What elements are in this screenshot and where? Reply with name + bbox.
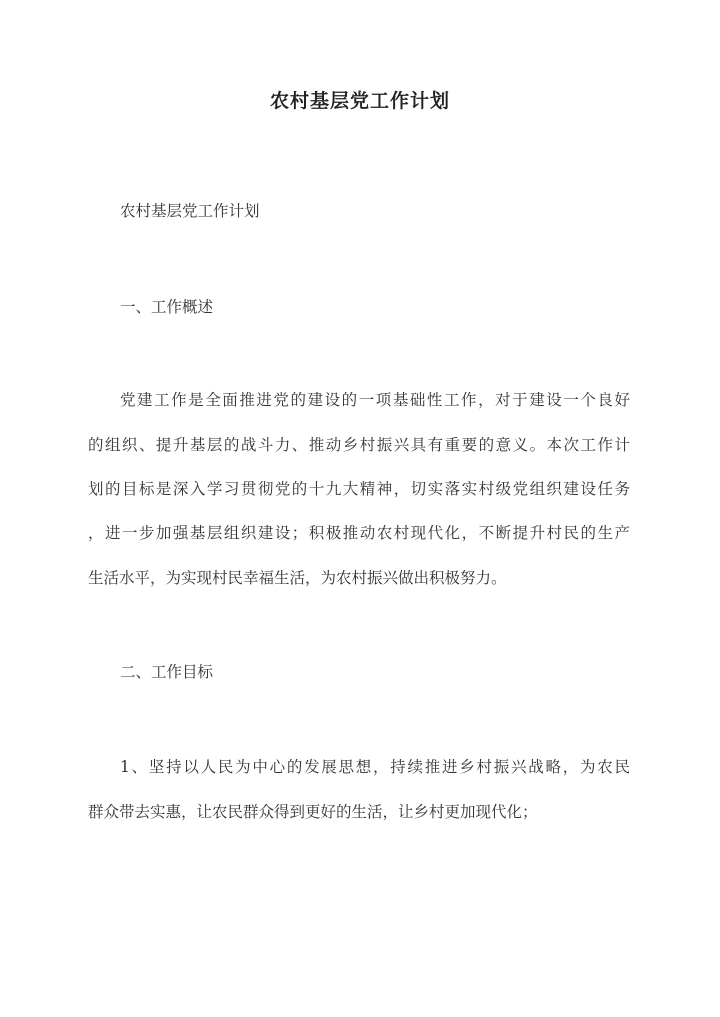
paragraph-line: 划的目标是深入学习贯彻党的十九大精神，切实落实村级党组织建设任务 — [88, 480, 630, 498]
document-subtitle: 农村基层党工作计划 — [120, 202, 260, 220]
list-item-line: 群众带去实惠，让农民群众得到更好的生活，让乡村更加现代化； — [88, 803, 538, 821]
paragraph-line: 党建工作是全面推进党的建设的一项基础性工作，对于建设一个良好 — [120, 391, 630, 409]
paragraph-line: ，进一步加强基层组织建设；积极推动农村现代化，不断提升村民的生产 — [88, 524, 630, 542]
paragraph-line: 的组织、提升基层的战斗力、推动乡村振兴具有重要的意义。本次工作计 — [88, 436, 630, 454]
section-heading-goals: 二、工作目标 — [120, 663, 214, 681]
section-heading-overview: 一、工作概述 — [120, 298, 214, 316]
document-title: 农村基层党工作计划 — [269, 90, 450, 112]
list-item-line: 1、坚持以人民为中心的发展思想，持续推进乡村振兴战略，为农民 — [120, 758, 630, 776]
paragraph-line: 生活水平，为实现村民幸福生活，为农村振兴做出积极努力。 — [88, 569, 507, 587]
